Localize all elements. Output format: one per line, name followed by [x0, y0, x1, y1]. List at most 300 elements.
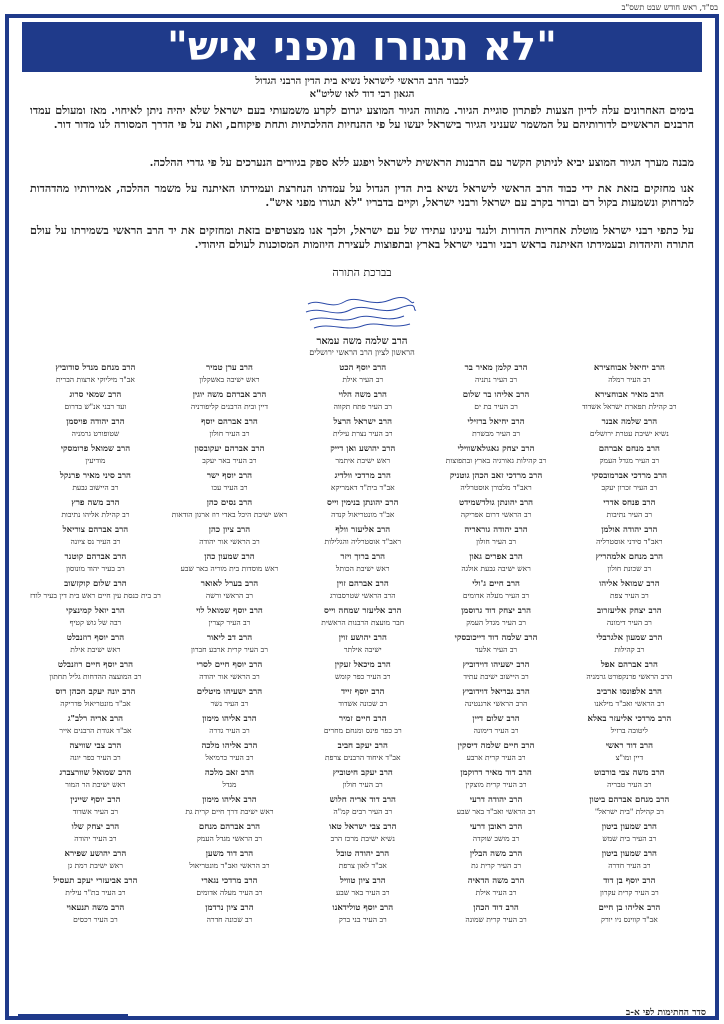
signer-role: רב העיר זכרון יעקב: [601, 483, 658, 492]
signer-name: הרב מרדכי נגארי: [201, 876, 258, 886]
signer-role: ראש ישיבה גבעת אולגה: [461, 564, 531, 573]
signer-role: חבר מועצת הרבנות הראשית: [321, 618, 405, 627]
signer-name: הרב חיים שלמה דיסקין: [457, 741, 535, 751]
signer-name: הרב שמואל שוורצברג: [59, 768, 132, 778]
signer-role: מגדל: [222, 780, 237, 789]
signer-role: רב הראשי אור יהודה: [199, 537, 260, 546]
signer-role: אב"ד לאון צרפת: [338, 861, 387, 870]
signer-name: הרב דוד ראשי: [605, 741, 653, 751]
signer-role: אב"ד קווינס ניו יורק: [600, 915, 658, 924]
signer-name: הרב יהושע שפירא: [64, 849, 127, 859]
signer-role: רב העיר רבים קמ"ה: [333, 807, 393, 816]
signer-role: רב הראשי ורשה: [205, 591, 253, 600]
signer-role: ראש ישיבת הכותל: [335, 564, 390, 573]
signer-entry: [30, 713, 161, 740]
signer-name: הרב יצחק שלו: [71, 822, 120, 832]
signer-entry: [30, 875, 161, 902]
signer-entry: [165, 902, 294, 929]
signer-entry: [565, 848, 694, 875]
signer-role: רב העיר דימונה: [606, 618, 652, 627]
signer-role: רב העיר רמלה: [608, 375, 651, 384]
signer-role: רב שכונת חולון: [607, 564, 652, 573]
signer-entry: [298, 605, 427, 632]
signer-role: רב העיר צפת: [609, 591, 649, 600]
signer-role: רב הראשי אור יהודה: [199, 672, 260, 681]
signer-entry: [165, 524, 294, 551]
signer-entry: [165, 686, 294, 713]
signer-name: הרב שמעון ביטון: [601, 822, 657, 832]
signer-name: הרב בערל לאואר: [200, 579, 259, 589]
paragraph-1: בימים האחרונים עלה לדיון הצעות לפתרון סוגיית הגיור. מתווה הגיור המוצע יגרום לקרע משמעותי בעם ישראל שלא יהיה ניתן לאיחוי. מאז ומעולם עמדו הרבנים הראשיים לדורותיהם על המשמר שעניני הגיור בישראל יעשו על פי ההנחיות ההלכתיות ותחת פיקוחם, ואת על פי הדרך המסורה לנו מדור דור.: [30, 104, 694, 131]
signer-role: רב העיר רכסים: [73, 915, 118, 924]
signer-role: נשיא ישיבת מרכז הרב: [330, 834, 395, 843]
signer-entry: [431, 443, 560, 470]
signer-role: רב קהילות גאורגיה בארץ ובתפוצות: [445, 456, 547, 465]
signer-entry: [30, 551, 161, 578]
signers-column-3: [298, 362, 427, 1002]
signer-name: הרב קלמן מאיר בר: [464, 363, 528, 373]
signer-name: הרב מרדכי אברמובסקי: [591, 471, 668, 481]
signer-role: מודיעין: [85, 456, 106, 465]
signer-entry: [298, 443, 427, 470]
signer-role: רב בעיר יהוד מונוסון: [66, 564, 125, 573]
signer-entry: [30, 362, 161, 389]
signer-entry: [565, 740, 694, 767]
signer-role: רב העיר אשדוד: [72, 807, 119, 816]
signers-order-note: סדר החתימות לפי א-ב: [625, 1008, 706, 1018]
signer-role: ראש ישיבת דרך חיים קרית גת: [185, 807, 274, 816]
signer-role: רב העיר בית שמש: [602, 834, 657, 843]
signer-role: רב העיר באר שבע: [335, 888, 390, 897]
signer-role: ראש מוסדות בית מוריה באר שבע: [180, 564, 279, 573]
signer-role: רב העיר בני ברק: [338, 915, 387, 924]
signer-entry: [165, 578, 294, 605]
signer-name: הרב יוסף שיינין: [70, 795, 121, 805]
signer-role: רב העיר עכו: [211, 483, 248, 492]
signer-role: אב"ד אגודת הרבנים אייר: [59, 726, 132, 735]
signer-entry: [298, 551, 427, 578]
signer-name: הרב דב ליאור: [206, 633, 253, 643]
signer-role: ליטובה ברזיל: [610, 726, 648, 735]
signer-name: הרב יהונתן גולדשמידט: [459, 498, 534, 508]
signer-name: הרב אליהו מלכה: [201, 741, 258, 751]
signer-role: רב העיר קרית שמונה: [465, 915, 527, 924]
signer-name: הרב ישעיהו דוידוביץ: [462, 660, 530, 670]
signer-entry: [565, 713, 694, 740]
signer-entry: [431, 389, 560, 416]
signer-role: רב קהילת תפארת ישראל אשדוד: [582, 402, 677, 411]
signer-name: הרב יונה יעקב הכהן רוס: [55, 687, 136, 697]
signer-name: הרב יוסף זייד: [340, 687, 385, 697]
intro-line-2: הגאון רבי דוד לאו שליט"א: [309, 89, 415, 100]
signer-role: אב"ד מונטריאול קנדה: [331, 510, 395, 519]
signer-name: הרב אריה רלב"ג: [67, 714, 124, 724]
signer-role: ראב"ד אוסטרליה והגלילות: [324, 537, 401, 546]
signer-role: רב העיר אילת: [342, 375, 384, 384]
signer-role: ראש ישיבת רמת גן: [67, 861, 123, 870]
signer-name: הרב מרדכי וולדיג: [334, 471, 391, 481]
signer-role: אב"ד בית"ד דאמריקא: [330, 483, 395, 492]
footer-rule: [18, 1014, 128, 1016]
signer-entry: [431, 740, 560, 767]
signer-role: רב העיר נתיבות: [606, 510, 653, 519]
signer-role: רב העיר כפר קומש: [334, 672, 391, 681]
signer-name: הרב דוד מאיר דרוקמן: [460, 768, 532, 778]
signer-role: נשיא ישיבת עטרת ירושלים: [589, 429, 669, 438]
page-title: "לא תגורו מפני איש": [167, 24, 557, 70]
title-banner: [22, 22, 702, 72]
signer-name: הרב אביעזרי יעקב תעסיל: [53, 876, 138, 886]
signer-role: רב קהילת "בית ישראל": [594, 807, 664, 816]
signer-name: הרב אברהם זוין: [336, 579, 389, 589]
signer-name: הרב אליהו מימון: [202, 795, 257, 805]
signer-role: הרב הראשי שטרסבורג: [329, 591, 396, 600]
signer-role: רב העיר חדרה: [608, 861, 651, 870]
signer-name: הרב יוסף ישר: [206, 471, 253, 481]
signer-entry: [165, 497, 294, 524]
signer-name: הרב יוסף חיים לסרי: [196, 660, 263, 670]
signer-name: הרב ישראל הרצל: [333, 417, 392, 427]
signer-entry: [565, 470, 694, 497]
signer-name: הרב מנחם אלמהריץ: [595, 552, 664, 562]
signer-role: רב העיר חולון: [476, 537, 517, 546]
signer-entry: [565, 362, 694, 389]
signer-name: הרב שמואל פרומסקי: [60, 444, 131, 454]
signer-role: רב העיר טבריה: [607, 780, 652, 789]
signer-role: רב העיר מגדל העמק: [466, 618, 526, 627]
signer-name: הרב אליהו בר שלום: [462, 390, 530, 400]
signer-role: רב שכונה אשדוד: [338, 699, 388, 708]
signer-entry: [30, 659, 161, 686]
paragraph-4: על כתפי רבני ישראל מוטלת אחריות הדורות ולנגד עינינו עתידו של עם ישראל, ולכך אנו מצטרפים בזאת ומחזקים את יד הרב הראשי בשמירתו על עולם התורה והיהדות ובעמידתו האיתנה בראש רבני ורבני ישראל בארץ ובתפוצות לעצירת היוזמות המסוכנות לעולם היהודי.: [30, 224, 694, 251]
signer-role: רב העיר גדרה: [209, 726, 250, 735]
signer-entry: [565, 605, 694, 632]
signer-name: הרב יהודה טובל: [336, 849, 390, 859]
signer-role: רב העיר אלעד: [474, 645, 518, 654]
signer-role: רב קהילת אליהו נתיבות: [61, 510, 130, 519]
signer-entry: [30, 470, 161, 497]
signer-name: הרב שלמה דוד דייכובסקי: [454, 633, 538, 643]
signer-role: רב העיר אילת: [475, 888, 517, 897]
signer-name: הרב יוסף רוזנבלט: [66, 633, 125, 643]
signer-entry: [298, 740, 427, 767]
paragraph-3: אנו מחזקים בזאת את ידי כבוד הרב הראשי לישראל נשיא בית הדין הגדול על עמדתו הנחרצת ועמידתו האיתנה על משמר ההלכה, אמירותיו מהדהדות למרחוק ונשמעות בקול רם וברור בקרב עם ישראל ורבני ישראל, וקיים בדבריו "לא תגורו מפני איש".: [30, 182, 694, 209]
signer-role: ראב"ד סידני אוסטרליה: [596, 537, 663, 546]
signer-role: רב העיר בת ים: [474, 402, 518, 411]
signer-role: רב היישוב גבעת: [72, 483, 119, 492]
signer-role: רב העיר חולון: [209, 429, 250, 438]
signer-entry: [431, 902, 560, 929]
signer-name: הרב יהודה פויסמן: [66, 417, 125, 427]
signer-name: הרב ציון כהן: [208, 525, 251, 535]
signer-entry: [298, 497, 427, 524]
signer-role: רב מושב שוקדה: [472, 834, 520, 843]
closing-line: בברכת התורה: [332, 266, 392, 279]
signer-name: הרב אלפונסו ארביב: [596, 687, 662, 697]
signer-name: הרב יהושע זוין: [338, 633, 387, 643]
signer-entry: [165, 389, 294, 416]
signer-name: הרב זאב מלכה: [204, 768, 254, 778]
signer-role: רב העיר קרית ארבע חברון: [191, 645, 268, 654]
signer-role: ראב"ד מלבורן אוסטרליה: [460, 483, 532, 492]
signer-entry: [565, 416, 694, 443]
signer-entry: [30, 902, 161, 929]
signer-entry: [30, 686, 161, 713]
signer-entry: [298, 632, 427, 659]
signer-role: דיין ומו"צ: [615, 753, 644, 762]
signer-entry: [165, 605, 294, 632]
signer-entry: [431, 659, 560, 686]
signer-name: הרב משה צבי בורבוט: [594, 768, 665, 778]
signatory-role: הראשון לציון הרב הראשי ירושלים: [309, 348, 415, 357]
signer-entry: [565, 794, 694, 821]
signer-entry: [431, 524, 560, 551]
signer-entry: [30, 416, 161, 443]
signer-role: רב שכונה חדרה: [206, 915, 253, 924]
signer-entry: [298, 578, 427, 605]
signer-entry: [30, 821, 161, 848]
signer-entry: [298, 659, 427, 686]
signer-entry: [431, 416, 560, 443]
signer-role: רב הראשי דרום אפריקה: [460, 510, 532, 519]
signer-name: הרב אברהם קוטנר: [64, 552, 127, 562]
signer-name: הרב משה הבלין: [469, 849, 523, 859]
signer-name: הרב מאיר אבוחצירא: [594, 390, 664, 400]
signer-role: ראש ישיבת אילת: [70, 645, 121, 654]
signer-entry: [30, 767, 161, 794]
signer-entry: [165, 470, 294, 497]
signer-role: רב העיר פתח תקווה: [333, 402, 392, 411]
signer-entry: [165, 362, 294, 389]
signer-entry: [165, 767, 294, 794]
signer-role: רב העיר נצרת עילית: [332, 429, 393, 438]
signer-role: רב העיר מגדל העמק: [599, 456, 660, 465]
signer-role: רב העיר נשר: [210, 699, 249, 708]
signer-name: הרב ציון טוויל: [339, 876, 386, 886]
signer-name: הרב שלמה אבנר: [601, 417, 658, 427]
signers-column-1: [565, 362, 694, 1002]
signer-role: רב העיר קרית מוצקין: [465, 780, 527, 789]
signer-name: הרב יעקב חביב: [337, 741, 388, 751]
signer-name: הרב שמעון אלגרבלי: [596, 633, 663, 643]
signer-role: רב העיר קרית גת: [471, 861, 522, 870]
signer-entry: [30, 578, 161, 605]
signer-role: רב העיר מעלה אדומים: [196, 888, 263, 897]
signer-name: הרב פנחס אדרי: [603, 498, 656, 508]
signer-entry: [431, 497, 560, 524]
signer-name: הרב יחיאל אבוחצירא: [593, 363, 665, 373]
signer-entry: [165, 551, 294, 578]
signer-role: רב העיר נס ציונה: [70, 537, 121, 546]
signer-name: הרב יצחק אליעזרוב: [597, 606, 662, 616]
signer-name: הרב יהודה גוראריה: [464, 525, 528, 535]
signer-name: הרב גבריאל דוידוביץ: [462, 687, 530, 697]
signers-grid: [30, 362, 694, 1002]
signer-entry: [30, 389, 161, 416]
signer-entry: [431, 767, 560, 794]
signer-role: רב העיר מעלה אדומים: [462, 591, 530, 600]
signer-entry: [165, 875, 294, 902]
signer-entry: [565, 578, 694, 605]
signer-entry: [565, 875, 694, 902]
signer-entry: [431, 551, 560, 578]
signer-role: רב המועצה ההדחות גליל תחתון: [49, 672, 142, 681]
signer-role: רב היישוב ישיבת עתיד: [463, 672, 529, 681]
signer-name: הרב יצחק דוד גרוסמן: [461, 606, 531, 616]
signer-role: רב הראשי מגדל העמק: [196, 834, 263, 843]
signer-name: הרב שלום דיין: [472, 714, 520, 724]
signer-name: הרב אליהו בן חיים: [598, 903, 661, 913]
signer-role: רב העיר יהודה: [74, 834, 117, 843]
signer-role: רב הראשי ואב"ד מונטריאול: [189, 861, 270, 870]
intro-line-1: לכבוד הרב הראשי לישראל נשיא בית הדין הרבני הגדול: [255, 76, 469, 87]
signer-entry: [298, 362, 427, 389]
signer-entry: [431, 632, 560, 659]
signer-name: הרב יוסף בן דוד: [603, 876, 656, 886]
signer-entry: [431, 875, 560, 902]
signer-entry: [565, 821, 694, 848]
signer-name: הרב אברהם משה יוגין: [192, 390, 267, 400]
signer-entry: [431, 794, 560, 821]
signer-role: אב"ד מיליוקי ארצות הברית: [55, 375, 135, 384]
paragraph-2: מבנה מערך הגיור המוצע יביא לניתוק הקשר עם הרבנות הראשית לישראל ויפגע ללא ספק בגיורים הנערכים על פי גדרי ההלכה.: [149, 156, 694, 169]
signer-name: הרב מנחם אברהם ביטון: [589, 795, 670, 805]
signer-name: הרב דוד הכהן: [473, 903, 519, 913]
handwritten-signature: [300, 294, 420, 334]
signer-role: רב העיר דימונה: [473, 726, 519, 735]
signer-entry: [165, 794, 294, 821]
signer-role: רב כפר פינס ומנחם מחרים: [323, 726, 402, 735]
signer-name: הרב יוסף הכט: [339, 363, 387, 373]
signer-role: רב העיר באר יעקב: [202, 456, 257, 465]
signer-role: רב העיר מבשרת: [472, 429, 520, 438]
signer-entry: [565, 902, 694, 929]
signer-entry: [565, 767, 694, 794]
signer-entry: [431, 686, 560, 713]
signer-name: הרב יוסף טולידאנו: [332, 903, 394, 913]
signer-role: הרב הראשי פרנקפורט גרמניה: [586, 672, 673, 681]
signer-entry: [298, 686, 427, 713]
signer-entry: [431, 362, 560, 389]
signer-role: ישיבה אילתר: [343, 645, 382, 654]
signer-role: רב העיר כפר יונה: [70, 753, 121, 762]
signer-name: הרב סיני מאיר פרנקל: [59, 471, 131, 481]
signer-entry: [165, 443, 294, 470]
signer-entry: [565, 443, 694, 470]
signer-role: ראש ישיבת היכל באדי רוז ארגון הודאות: [171, 510, 288, 519]
signer-entry: [298, 902, 427, 929]
signer-role: רב העיר חולון: [342, 780, 383, 789]
signer-role: דיין ובית הרבנים קליפורניה: [190, 402, 269, 411]
signer-name: הרב יצחק גאגולאשווילי: [457, 444, 535, 454]
signer-name: הרב דוד משען: [205, 849, 254, 859]
signer-name: הרב יהושע ואן דייק: [330, 444, 396, 454]
signer-name: הרב חיים ג'ולי: [472, 579, 520, 589]
signer-name: הרב יואל קמינצקי: [66, 606, 125, 616]
signer-entry: [30, 794, 161, 821]
signer-entry: [165, 821, 294, 848]
signer-name: הרב ראובן דרעי: [469, 822, 523, 832]
signer-role: ראש ישיבת הר המור: [65, 780, 126, 789]
signer-name: הרב מנחם מנדל סודוביץ: [55, 363, 136, 373]
signer-role: רב העיר נתניה: [475, 375, 518, 384]
signer-entry: [30, 605, 161, 632]
signer-entry: [565, 524, 694, 551]
signer-name: הרב ברוך ויזר: [340, 552, 386, 562]
signer-entry: [30, 497, 161, 524]
signer-name: הרב דוד אריה חלוש: [329, 795, 396, 805]
signer-name: הרב יעקב חיטוביץ: [332, 768, 393, 778]
signer-name: הרב אליעזר שמחה וייס: [324, 606, 402, 616]
signer-entry: [298, 470, 427, 497]
signer-name: הרב אפרים גאון: [469, 552, 523, 562]
signer-entry: [30, 443, 161, 470]
signer-name: הרב יוסף חיים רוזנבלט: [57, 660, 133, 670]
signer-entry: [30, 848, 161, 875]
signer-name: הרב צבי שוויצה: [69, 741, 122, 751]
signer-name: הרב אברהם צוריאל: [62, 525, 129, 535]
signer-role: רב הראשי ואב"ד מילאנו: [594, 699, 665, 708]
signer-name: הרב מיכאל זעקין: [334, 660, 391, 670]
signer-name: הרב מרדכי זאב הכהן גוטניק: [449, 471, 543, 481]
signer-name: הרב נסים כהן: [206, 498, 253, 508]
signer-entry: [431, 713, 560, 740]
signer-entry: [565, 686, 694, 713]
signer-entry: [565, 551, 694, 578]
signer-role: רב העיר בת"ר עילית: [65, 888, 126, 897]
signer-role: רב הראשי ואב"ד באר שבע: [456, 807, 536, 816]
signer-name: הרב יוסף שמואל לוי: [196, 606, 263, 616]
signer-name: הרב ציון נרדמן: [205, 903, 254, 913]
signatory-name: הרב שלמה משה עמאר: [316, 336, 408, 347]
signer-name: הרב אברהם אפל: [600, 660, 658, 670]
signer-entry: [165, 848, 294, 875]
signer-entry: [30, 524, 161, 551]
signer-name: הרב משה הלוי: [338, 390, 387, 400]
signer-entry: [431, 578, 560, 605]
signer-entry: [298, 848, 427, 875]
signer-name: הרב יחיאל ברזילי: [467, 417, 525, 427]
signer-name: הרב שלום קוקזשוב: [64, 579, 127, 589]
signer-entry: [298, 524, 427, 551]
signer-role: רבה של גוש קטיף: [69, 618, 122, 627]
signer-role: רב בית כנסת עין חיים ראש בית דין בעיר לודז: [30, 591, 161, 600]
signer-role: הרב הראשי ארגנטינה: [464, 699, 528, 708]
signer-entry: [298, 389, 427, 416]
signer-name: הרב אברהם מנחם: [198, 822, 261, 832]
signer-entry: [165, 713, 294, 740]
signer-role: ראש ישיבת איתמר: [335, 456, 391, 465]
signer-entry: [565, 632, 694, 659]
signer-role: רב העיר קצרין: [208, 618, 251, 627]
signer-role: רב העיר כרמיאל: [205, 753, 254, 762]
signer-name: הרב ערן טמיר: [206, 363, 253, 373]
signer-role: ועד רבני אנ"ש בדרום: [64, 402, 127, 411]
date-text: בס"ד, ראש חודש שבט תשס"ב: [621, 3, 718, 12]
signer-entry: [298, 713, 427, 740]
signers-column-2: [431, 362, 560, 1002]
signer-entry: [431, 605, 560, 632]
signer-entry: [431, 821, 560, 848]
signer-name: הרב אליעזר וולף: [335, 525, 391, 535]
signer-name: הרב ישעיהו מיטלים: [196, 687, 263, 697]
signer-entry: [298, 875, 427, 902]
signer-role: רב העיר קרית ארבע: [466, 753, 526, 762]
signer-name: הרב יהודה דרעי: [469, 795, 523, 805]
date-line: [0, 3, 724, 13]
signer-name: הרב מרדכי אליעזר באלא: [587, 714, 672, 724]
signer-name: הרב יהונתן בנימין וייס: [327, 498, 399, 508]
